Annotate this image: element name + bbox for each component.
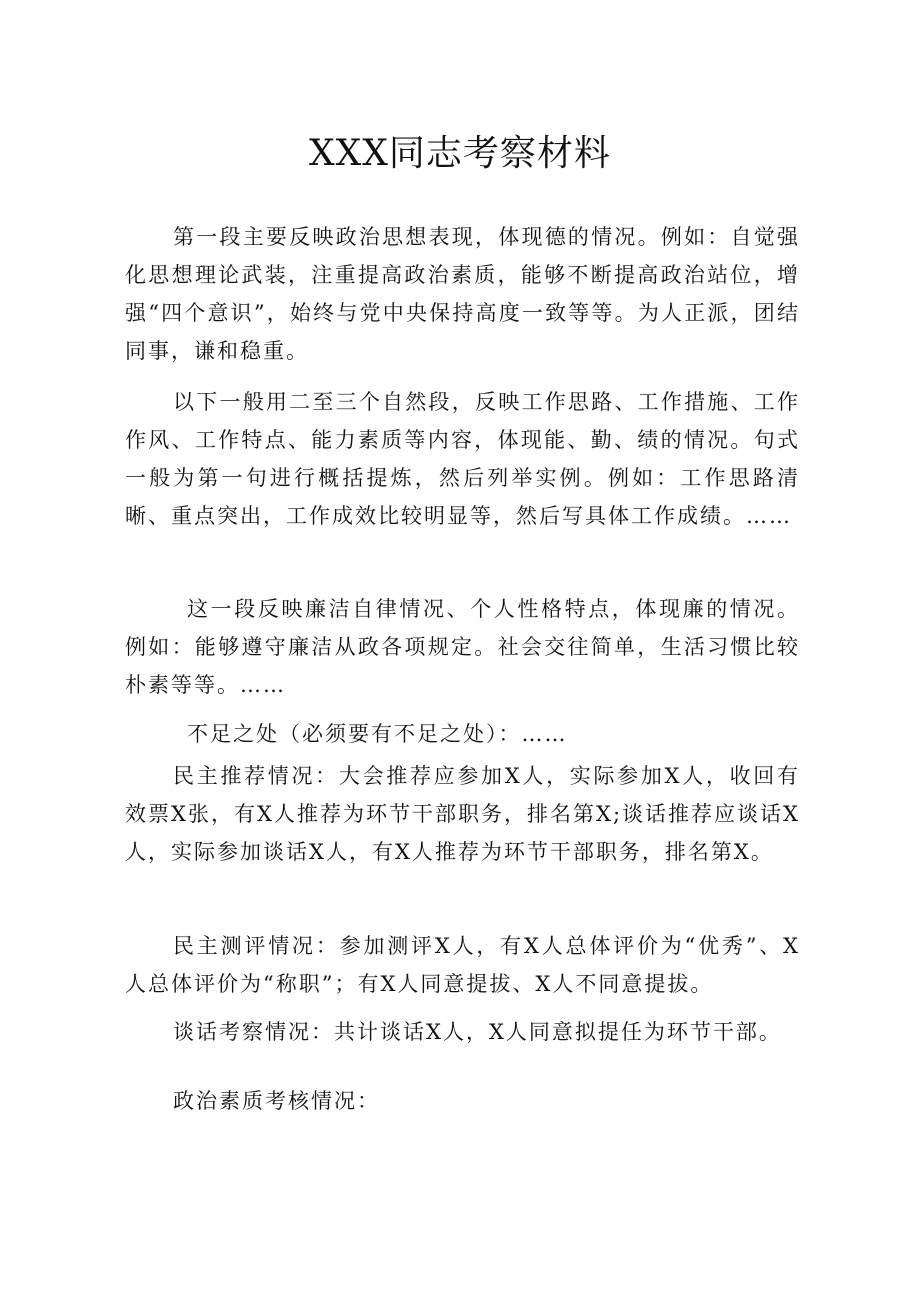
paragraph-work-performance: 以下一般用二至三个自然段，反映工作思路、工作措施、工作作风、工作特点、能力素质等内容，体现能、勤、绩的情况。句式一般为第一句进行概括提炼，然后列举实例。例如：工作思路清晰、重点突出，工作成效比较明显等，然后写具体工作成绩。…… [125, 390, 800, 528]
paragraph-democratic-evaluation: 民主测评情况：参加测评X人，有X人总体评价为“优秀”、X人总体评价为“称职”；有X人同意提拔、X人不同意提拔。 [125, 934, 800, 996]
paragraph-democratic-recommendation: 民主推荐情况：大会推荐应参加X人，实际参加X人，收回有效票X张，有X人推荐为环节干部职务，排名第X;谈话推荐应谈话X人，实际参加谈话X人，有X人推荐为环节干部职务，排名第X。 [125, 764, 800, 864]
paragraph-integrity: 这一段反映廉洁自律情况、个人性格特点，体现廉的情况。例如：能够遵守廉洁从政各项规定。社会交往简单，生活习惯比较朴素等等。…… [125, 597, 800, 697]
paragraph-political-performance: 第一段主要反映政治思想表现，体现德的情况。例如：自觉强化思想理论武装，注重提高政治素质，能够不断提高政治站位，增强“四个意识”，始终与党中央保持高度一致等等。为人正派，团结同事，谦和稳重。 [125, 225, 800, 363]
document-title: XXX同志考察材料 [309, 133, 611, 174]
paragraph-political-quality-review: 政治素质考核情况： [173, 1089, 380, 1113]
paragraph-shortcomings: 不足之处（必须要有不足之处）：…… [187, 722, 568, 746]
paragraph-interview-review: 谈话考察情况：共计谈话X人，X人同意拟提任为环节干部。 [173, 1020, 782, 1044]
